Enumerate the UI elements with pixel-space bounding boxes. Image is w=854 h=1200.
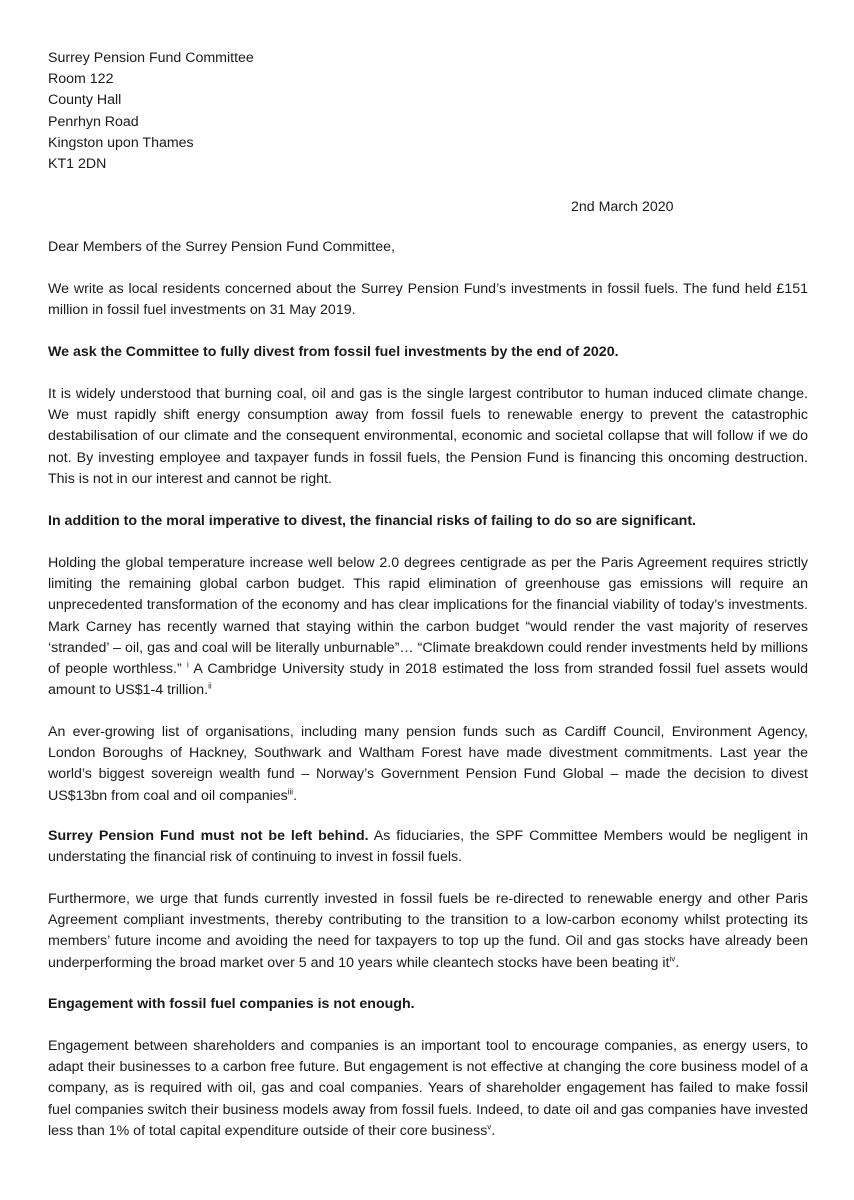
paragraph-end: . [293, 787, 298, 804]
paragraph-intro: We write as local residents concerned about the Surrey Pension Fund’s investments in fossil fuels. The fund held £151 million in fossil fuel investments on 31 May 2019. [48, 281, 808, 319]
paragraph-end: . [491, 1122, 496, 1139]
address-line: County Hall [48, 92, 122, 109]
paragraph-carbon-budget [48, 553, 808, 701]
heading-financial-risks: In addition to the moral imperative to divest, the financial risks of failing to do so are significant. [48, 513, 696, 529]
footnote-marker: v [487, 1122, 492, 1132]
salutation: Dear Members of the Surrey Pension Fund Committee, [48, 239, 395, 255]
paragraph-text: Holding the global temperature increase well below 2.0 degrees centigrade as per the Paris Agreement requires strictly limiting the remaining global carbon budget. This rapid elimination of greenhouse gas emissions will require an unprecedented transformation of the economy and has clear implications for the financial viability of today’s investments. Mark Carney has recently warned that staying within the carbon budget “would render the vast majority of reserves ‘stranded’ – oil, gas and coal will be literally unburnable”… “Climate breakdown could render investments held by millions of people worthless.” [48, 555, 808, 678]
paragraph-text: An ever-growing list of organisations, including many pension funds such as Cardiff Council, Environment Agency, London Boroughs of Hackney, Southwark and Waltham Forest have made divestment commitments. Last year the world’s biggest sovereign wealth fund – Norway’s Government Pension Fund Global – made the decision to divest US$13bn from coal and oil companies [48, 724, 808, 804]
footnote-marker: iii [287, 786, 294, 796]
paragraph-end: . [675, 954, 680, 971]
address-line: Penrhyn Road [48, 113, 139, 130]
heading-divest-request: We ask the Committee to fully divest from fossil fuel investments by the end of 2020. [48, 344, 619, 360]
paragraph-lead-bold: Surrey Pension Fund must not be left behind. [48, 828, 369, 844]
address-line: Kingston upon Thames [48, 134, 194, 151]
paragraph-text: A Cambridge University study in 2018 estimated the loss from stranded fossil fuel assets would amount to US$1-4 trillion. [48, 661, 808, 699]
address-line: Room 122 [48, 71, 114, 88]
paragraph-not-left-behind [48, 826, 808, 868]
paragraph-text: Furthermore, we urge that funds currently invested in fossil fuels be re-directed to renewable energy and other Paris Agreement compliant investments, thereby contributing to the transition to a low-carbon economy whilst protecting its members’ future income and avoiding the need for taxpayers to top up the fund. Oil and gas stocks have already been underperforming the broad market over 5 and 10 years while cleantech stocks have been beating it [48, 891, 808, 971]
heading-engagement: Engagement with fossil fuel companies is not enough. [48, 996, 415, 1012]
letter-date: 2nd March 2020 [571, 199, 674, 215]
footnote-marker: ii [208, 681, 212, 691]
footnote-marker: i [187, 660, 189, 670]
paragraph-engagement [48, 1036, 808, 1142]
address-line: Surrey Pension Fund Committee [48, 50, 254, 66]
paragraph-redirect-funds [48, 889, 808, 974]
paragraph-divestment-commitments [48, 722, 808, 807]
paragraph-text: Engagement between shareholders and companies is an important tool to encourage companies, as energy users, to adapt their businesses to a carbon free future. But engagement is not effective at changing the core business model of a company, as is required with oil, gas and coal companies. Years of shareholder engagement has failed to make fossil fuel companies switch their business models away from fossil fuels. Indeed, to date oil and gas companies have invested less than 1% of total capital expenditure outside of their core business [48, 1038, 808, 1139]
paragraph-text: As fiduciaries, the SPF Committee Members would be negligent in understating the financial risk of continuing to invest in fossil fuels. [48, 828, 809, 866]
recipient-address [48, 48, 254, 175]
footnote-marker: iv [669, 953, 676, 963]
paragraph-climate-change: It is widely understood that burning coal, oil and gas is the single largest contributor to human induced climate change. We must rapidly shift energy consumption away from fossil fuels to renewable energy to prevent the catastrophic destabilisation of our climate and the consequent environmental, economic and societal collapse that will follow if we do not. By investing employee and taxpayer funds in fossil fuels, the Pension Fund is financing this oncoming destruction. This is not in our interest and cannot be right. [48, 386, 808, 487]
address-line: KT1 2DN [48, 156, 107, 173]
